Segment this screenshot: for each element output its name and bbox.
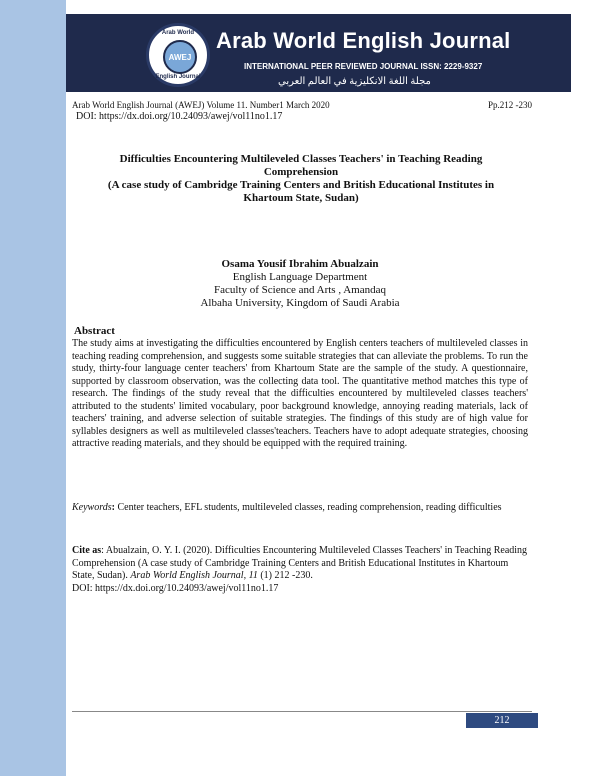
title-line-3: (A case study of Cambridge Training Centers and British Educational Institutes in xyxy=(107,179,495,191)
side-color-bar xyxy=(0,0,66,776)
journal-issue-line: Arab World English Journal (AWEJ) Volume 11. Number1 March 2020 xyxy=(72,100,330,110)
journal-logo-icon xyxy=(146,23,210,87)
footer-divider xyxy=(72,711,532,712)
cite-label: Cite as xyxy=(72,545,102,556)
paper-title xyxy=(86,153,516,205)
logo-ring-bottom-text: English Journal xyxy=(155,74,201,80)
author-faculty: Faculty of Science and Arts , Amandaq xyxy=(214,284,386,296)
banner-arabic-title: مجلة اللغة الانكليزية في العالم العربي xyxy=(278,76,431,87)
page-range: Pp.212 -230 xyxy=(487,100,532,110)
banner-subtitle: INTERNATIONAL PEER REVIEWED JOURNAL ISSN: 2229-9327 xyxy=(244,62,483,71)
title-line-2: Comprehension xyxy=(263,166,339,178)
author-block xyxy=(150,258,450,310)
abstract-heading: Abstract xyxy=(74,325,115,337)
logo-ring-top-text: Arab World xyxy=(161,30,195,36)
logo-center-text: AWEJ xyxy=(168,52,192,62)
banner-title: Arab World English Journal xyxy=(216,28,511,53)
keywords-label: Keywords xyxy=(72,502,112,513)
doi-link[interactable]: DOI: https://dx.doi.org/10.24093/awej/vol11no1.17 xyxy=(76,111,283,122)
keywords-separator: : xyxy=(111,502,115,513)
journal-meta xyxy=(72,100,532,122)
cite-text-before: : Abualzain, O. Y. I. (2020). Difficulties Encountering Multileveled Classes Teachers' in Teaching Reading Comprehension (A case study of Cambridge Training Centers and British Educational Institutes in Khartoum State, Sudan). xyxy=(72,545,528,581)
keywords xyxy=(72,502,528,515)
meta-row xyxy=(72,100,532,111)
keywords-text: Center teachers, EFL students, multileveled classes, reading comprehension, reading difficulties xyxy=(114,502,502,513)
author-name: Osama Yousif Ibrahim Abualzain xyxy=(221,258,379,270)
cite-doi[interactable]: DOI: https://dx.doi.org/10.24093/awej/vol11no1.17 xyxy=(72,582,279,594)
cite-text-after: (1) 212 -230. xyxy=(257,570,313,581)
page-number-badge xyxy=(466,713,538,728)
journal-banner xyxy=(66,14,571,92)
page-number: 212 xyxy=(494,715,510,726)
author-university: Albaha University, Kingdom of Saudi Arabia xyxy=(200,297,400,309)
cite-journal: Arab World English Journal, 11 xyxy=(130,570,258,581)
title-line-1: Difficulties Encountering Multileveled Classes Teachers' in Teaching Reading xyxy=(119,153,483,165)
abstract-text: The study aims at investigating the difficulties encountered by English centers teachers of multileveled classes in teaching reading comprehension, and suggests some suitable strategies that can alleviate the problems. To run the study, thirty-four language center teachers' from Khartoum State are the sample of the study. A questionnaire, supported by classroom observation, was the collecting data tool. The quantitative method matches this type of research. The findings of the study reveal that the difficulties encountered by multileveled classes teachers' attributed to the students' limited vocabulary, poor background knowledge, annoying reading materials, lack of teachers' training, and adverse selection of suitable strategies. The findings of this study are of high value for syllables designers as well as multileveled classes'teachers. Teachers have to adopt adequate strategies, choosing attractive reading materials, and they should be equipped with the required training. xyxy=(72,338,528,449)
citation xyxy=(72,545,528,595)
title-line-4: Khartoum State, Sudan) xyxy=(243,192,359,204)
author-department: English Language Department xyxy=(232,271,368,283)
logo-center xyxy=(163,40,197,74)
